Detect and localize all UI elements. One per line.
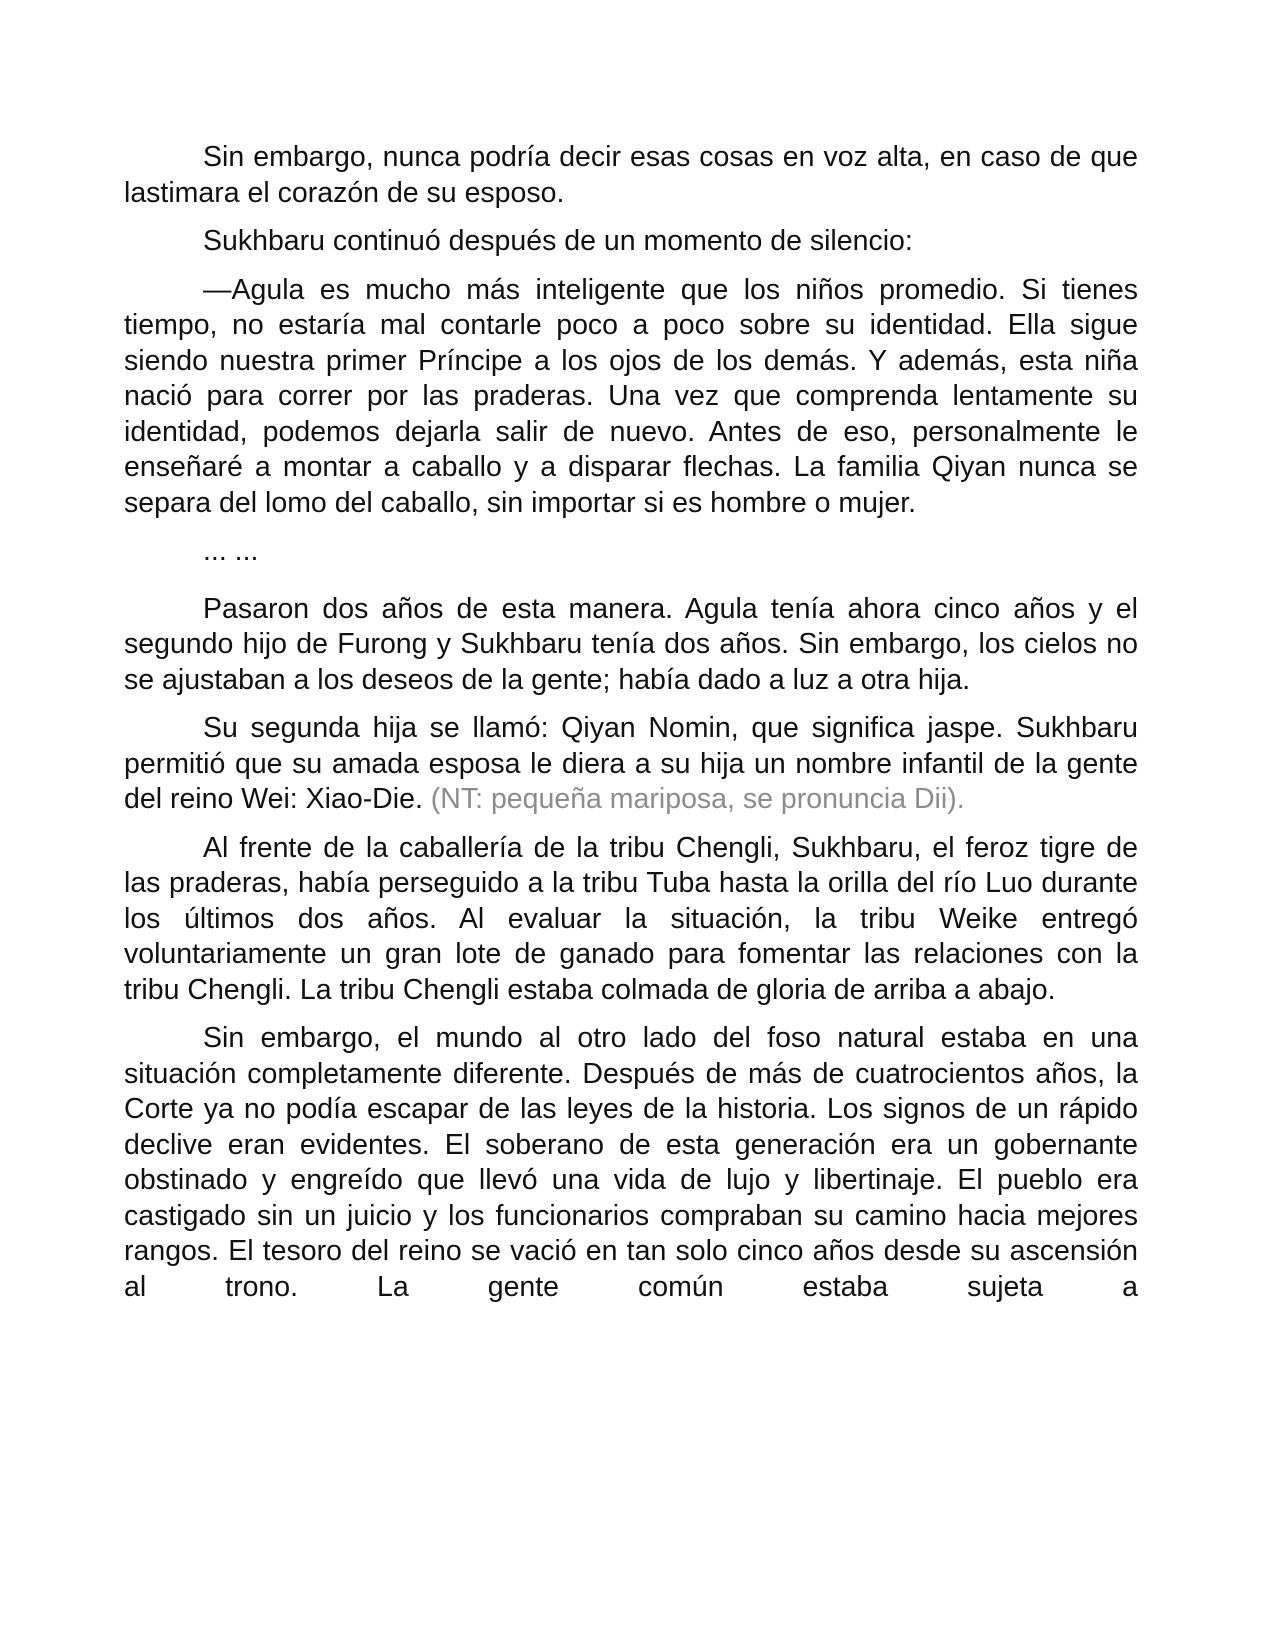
paragraph-5-text: Su segunda hija se llamó: Qiyan Nomin, que significa jaspe. Sukhbaru permitió que su amada esposa le diera a su hija un nombre infantil de la gente del reino Wei: Xiao-Die. <box>124 712 1138 815</box>
paragraph-7: Sin embargo, el mundo al otro lado del foso natural estaba en una situación completamente diferente. Después de más de cuatrocientos años, la Corte ya no podía escapar de las leyes de la historia. Los signos de un rápido declive eran evidentes. El soberano de esta generación era un gobernante obstinado y engreído que llevó una vida de lujo y libertinaje. El pueblo era castigado sin un juicio y los funcionarios compraban su camino hacia mejores rangos. El tesoro del reino se vació en tan solo cinco años desde su ascensión al trono. La gente común estaba sujeta a <box>124 1022 1138 1303</box>
paragraph-4: Pasaron dos años de esta manera. Agula tenía ahora cinco años y el segundo hijo de Furong y Sukhbaru tenía dos años. Sin embargo, los cielos no se ajustaban a los deseos de la gente; había dado a luz a otra hija. <box>124 592 1138 696</box>
paragraph-1: Sin embargo, nunca podría decir esas cosas en voz alta, en caso de que lastimara el corazón de su esposo. <box>124 141 1138 209</box>
paragraph-3: —Agula es mucho más inteligente que los niños promedio. Si tienes tiempo, no estaría mal contarle poco a poco sobre su identidad. Ella sigue siendo nuestra primer Príncipe a los ojos de los demás. Y además, esta niña nació para correr por las praderas. Una vez que comprenda lentamente su identidad, podemos dejarla salir de nuevo. Antes de eso, personalmente le enseñaré a montar a caballo y a disparar flechas. La familia Qiyan nunca se separa del lomo del caballo, sin importar si es hombre o mujer. <box>124 273 1138 519</box>
document-page <box>124 140 1138 1305</box>
scene-break: ... ... <box>203 535 259 567</box>
paragraph-5 <box>124 711 1138 818</box>
paragraph-2: Sukhbaru continuó después de un momento de silencio: <box>203 225 913 257</box>
translator-note: (NT: pequeña mariposa, se pronuncia Dii). <box>430 783 965 815</box>
paragraph-6: Al frente de la caballería de la tribu Chengli, Sukhbaru, el feroz tigre de las praderas, había perseguido a la tribu Tuba hasta la orilla del río Luo durante los últimos dos años. Al evaluar la situación, la tribu Weike entregó voluntariamente un gran lote de ganado para fomentar las relaciones con la tribu Chengli. La tribu Chengli estaba colmada de gloria de arriba a abajo. <box>124 831 1138 1006</box>
